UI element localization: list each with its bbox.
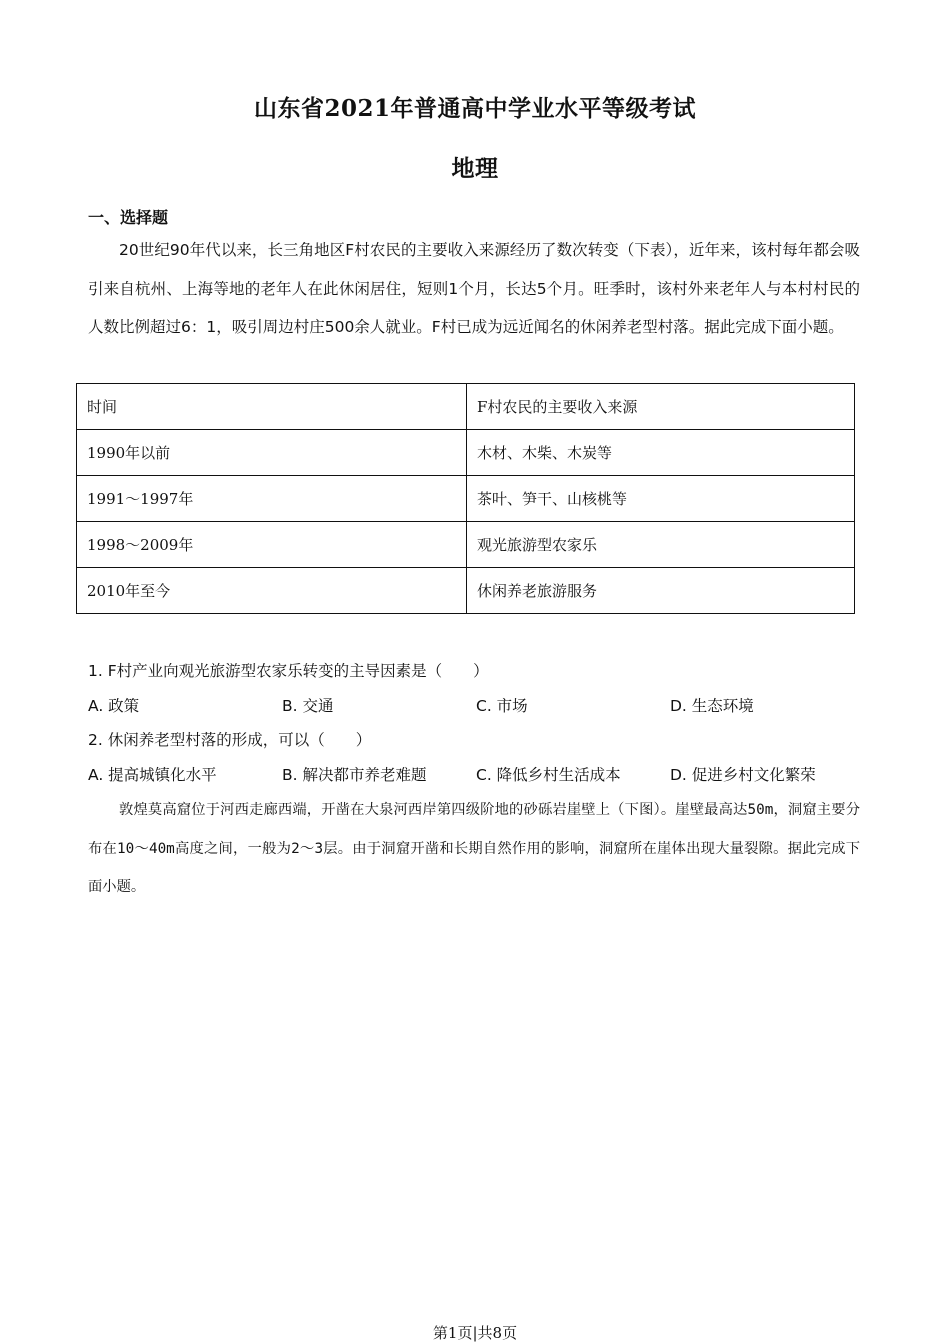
table-cell-income: 木材、木柴、木炭等 (467, 430, 855, 476)
question-1-stem: 1. F村产业向观光旅游型农家乐转变的主导因素是（ ） (88, 662, 489, 680)
income-source-table (76, 383, 855, 614)
option-a: A. 提高城镇化水平 (88, 766, 217, 784)
table-row (77, 476, 855, 522)
section-heading: 一、选择题 (88, 208, 169, 227)
table-cell-income: 茶叶、笋干、山核桃等 (467, 476, 855, 522)
table-cell-income: 观光旅游型农家乐 (467, 522, 855, 568)
table-cell-period: 1998～2009年 (77, 522, 467, 568)
option-d: D. 促进乡村文化繁荣 (670, 766, 816, 784)
option-b: B. 交通 (282, 697, 334, 715)
table-header-income: F村农民的主要收入来源 (467, 384, 855, 430)
mogao-paragraph: 敦煌莫高窟位于河西走廊西端，开凿在大泉河西岸第四级阶地的砂砾岩崖壁上（下图）。崖壁最高达50m，洞窟主要分布在10～40m高度之间，一般为2～3层。由于洞窟开凿和长期自然作用的影响，洞窟所在崖体出现大量裂隙。据此完成下面小题。 (88, 802, 860, 895)
table-row (77, 522, 855, 568)
table-row (77, 430, 855, 476)
question-2-stem: 2. 休闲养老型村落的形成，可以（ ） (88, 731, 372, 749)
subject-title: 地理 (451, 155, 499, 182)
option-d: D. 生态环境 (670, 697, 754, 715)
option-a: A. 政策 (88, 697, 140, 715)
table-cell-period: 1991～1997年 (77, 476, 467, 522)
exam-title: 山东省2021年普通高中学业水平等级考试 (253, 95, 696, 122)
option-c: C. 降低乡村生活成本 (476, 766, 621, 784)
table-cell-income: 休闲养老旅游服务 (467, 568, 855, 614)
table-header-time: 时间 (77, 384, 467, 430)
option-b: B. 解决都市养老难题 (282, 766, 427, 784)
option-c: C. 市场 (476, 697, 528, 715)
table-header-row (77, 384, 855, 430)
table-cell-period: 1990年以前 (77, 430, 467, 476)
page-footer: 第1页|共8页 (432, 1324, 518, 1342)
table-row (77, 568, 855, 614)
table-cell-period: 2010年至今 (77, 568, 467, 614)
intro-paragraph: 20世纪90年代以来，长三角地区F村农民的主要收入来源经历了数次转变（下表），近年来，该村每年都会吸引来自杭州、上海等地的老年人在此休闲居住，短则1个月，长达5个月。旺季时，该村外来老年人与本村村民的人数比例超过6：1，吸引周边村庄500余人就业。F村已成为远近闻名的休闲养老型村落。据此完成下面小题。 (88, 241, 860, 336)
